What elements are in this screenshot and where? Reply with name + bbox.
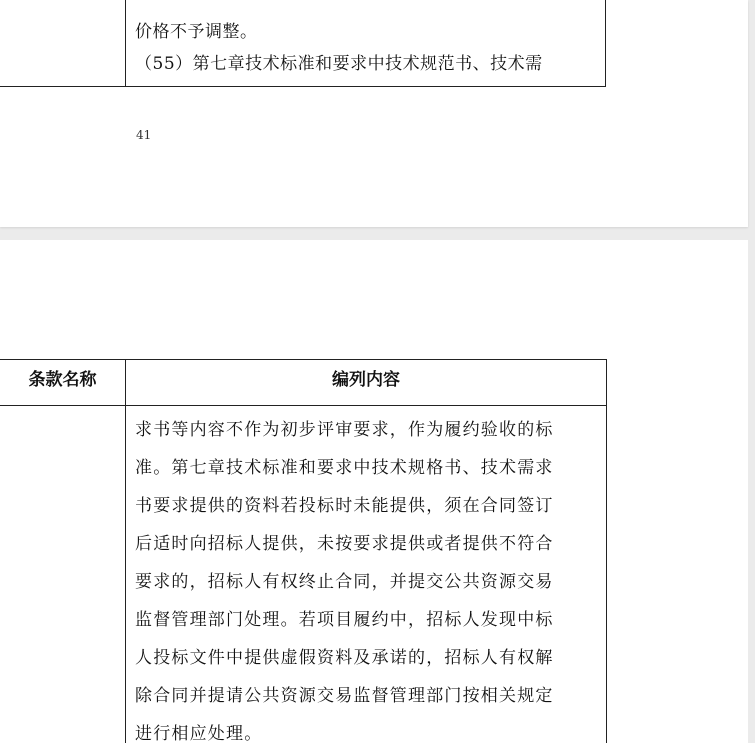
text-line: 进行相应处理。: [135, 724, 263, 743]
current-page: [0, 240, 748, 743]
text-line: 价格不予调整。: [135, 22, 258, 42]
text-line: 准。第七章技术标准和要求中技术规格书、技术需求: [135, 458, 554, 478]
table-border: [606, 359, 607, 743]
page-number: 41: [136, 128, 152, 142]
text-line: （55）第七章技术标准和要求中技术规范书、技术需: [135, 54, 543, 74]
text-line: 后适时向招标人提供，未按要求提供或者提供不符合: [135, 534, 554, 554]
text-line: 除合同并提请公共资源交易监督管理部门按相关规定: [135, 686, 554, 706]
table-border: [0, 405, 607, 406]
text-line: 书要求提供的资料若投标时未能提供，须在合同签订: [135, 496, 554, 516]
header-content: 编列内容: [332, 370, 400, 390]
previous-page: [0, 0, 748, 227]
text-line: 要求的，招标人有权终止合同，并提交公共资源交易: [135, 572, 554, 592]
table-border: [125, 359, 126, 743]
text-line: 监督管理部门处理。若项目履约中，招标人发现中标: [135, 610, 554, 630]
text-line: 人投标文件中提供虚假资料及承诺的，招标人有权解: [135, 648, 554, 668]
table-divider: [0, 86, 126, 87]
text-line: 求书等内容不作为初步评审要求，作为履约验收的标: [135, 420, 554, 440]
header-clause-name: 条款名称: [28, 370, 97, 390]
